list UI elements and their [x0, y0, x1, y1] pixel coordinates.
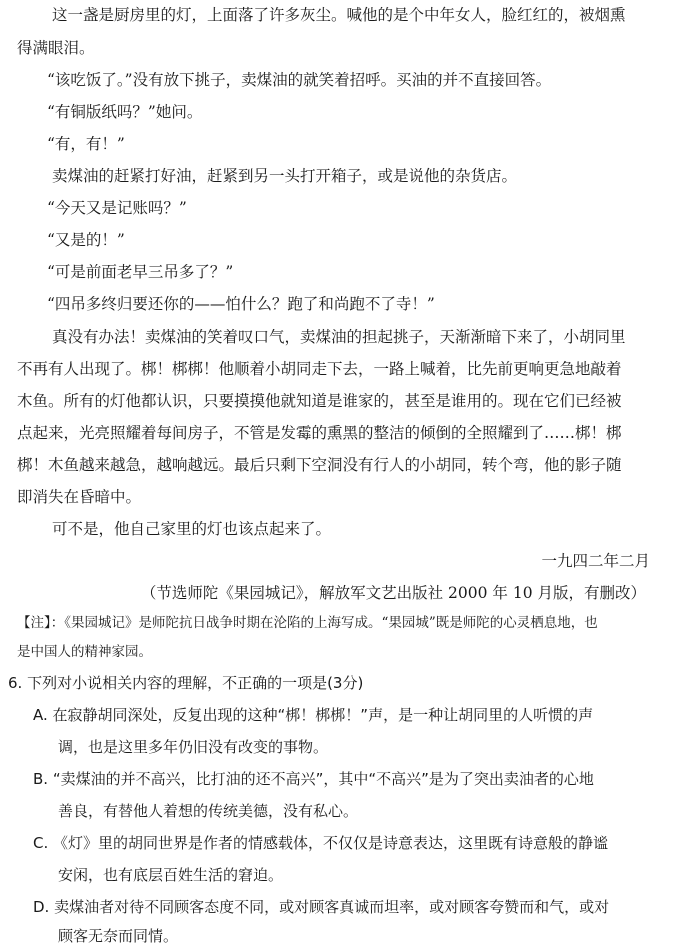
question-stem: 6. 下列对小说相关内容的理解，不正确的一项是(3分)	[8, 674, 364, 692]
story-line: “可是前面老早三吊多了？”	[47, 263, 234, 281]
story-line: “今天又是记账吗？”	[47, 199, 187, 217]
story-line: “该吃饭了。”没有放下挑子，卖煤油的就笑着招呼。买油的并不直接回答。	[47, 71, 552, 89]
story-line: 梆！木鱼越来越急，越响越远。最后只剩下空洞没有行人的小胡同，转个弯，他的影子随	[17, 456, 622, 474]
option-c: C. 《灯》里的胡同世界是作者的情感载体，不仅仅是诗意表达，这里既有诗意般的静谧	[33, 834, 609, 852]
story-line: 即消失在昏暗中。	[17, 488, 142, 506]
option-c-continuation: 安闲，也有底层百姓生活的窘迫。	[58, 866, 284, 884]
story-line: “有铜版纸吗？”她问。	[47, 103, 203, 121]
option-d: D. 卖煤油者对待不同顾客态度不同，或对顾客真诚而坦率，或对顾客夸赞而和气，或对	[33, 898, 610, 916]
annotation-note: 是中国人的精神家园。	[17, 644, 152, 660]
option-a: A. 在寂静胡同深处，反复出现的这种“梆！梆梆！”声，是一种让胡同里的人听惯的声	[33, 706, 594, 724]
option-d-continuation: 顾客无奈而同情。	[58, 927, 179, 945]
story-line: 卖煤油的赶紧打好油，赶紧到另一头打开箱子，或是说他的杂货店。	[52, 167, 518, 185]
option-a-continuation: 调，也是这里多年仍旧没有改变的事物。	[58, 738, 329, 756]
story-line: 点起来，光亮照耀着每间房子，不管是发霉的熏黑的整洁的倾倒的全照耀到了……梆！梆	[17, 424, 622, 442]
story-line: “又是的！”	[47, 231, 125, 249]
story-line: 这一盏是厨房里的灯，上面落了许多灰尘。喊他的是个中年女人，脸红红的，被烟熏	[52, 6, 626, 24]
story-line: “四吊多终归要还你的——怕什么？跑了和尚跑不了寺！”	[47, 295, 435, 313]
story-date: 一九四二年二月	[541, 552, 650, 570]
story-source: （节选师陀《果园城记》，解放军文艺出版社 2000 年 10 月版，有删改）	[140, 584, 646, 602]
story-line: “有，有！”	[47, 135, 125, 153]
story-line: 得满眼泪。	[17, 39, 95, 57]
story-line: 不再有人出现了。梆！梆梆！他顺着小胡同走下去，一路上喊着，比先前更响更急地敲着	[17, 360, 622, 378]
option-b-continuation: 善良，有替他人着想的传统美德，没有私心。	[58, 802, 359, 820]
annotation-note: 【注】：《果园城记》是师陀抗日战争时期在沦陷的上海写成。“果园城”既是师陀的心灵栖息地，也	[17, 615, 598, 631]
story-line: 木鱼。所有的灯他都认识，只要摸摸他就知道是谁家的，甚至是谁用的。现在它们已经被	[17, 392, 622, 410]
option-b: B. “卖煤油的并不高兴，比打油的还不高兴”，其中“不高兴”是为了突出卖油者的心地	[33, 770, 594, 788]
story-line: 真没有办法！卖煤油的笑着叹口气，卖煤油的担起挑子，天渐渐暗下来了，小胡同里	[52, 328, 626, 346]
story-line: 可不是，他自己家里的灯也该点起来了。	[52, 520, 332, 538]
